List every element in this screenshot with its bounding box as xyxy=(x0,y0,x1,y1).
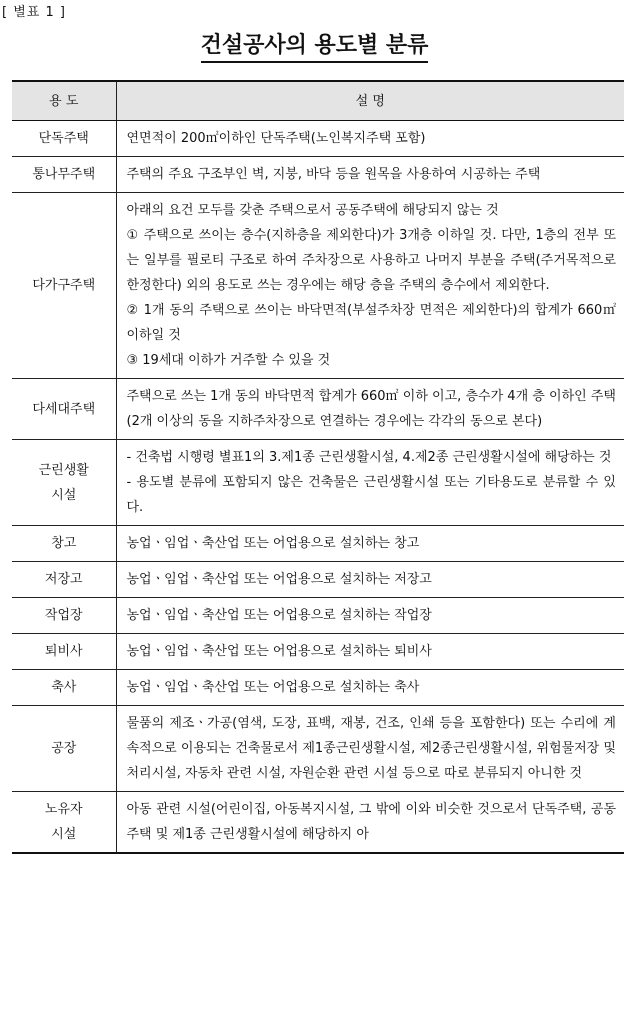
table-row xyxy=(12,634,624,670)
table-row xyxy=(12,670,624,706)
use-type-cell: 축사 xyxy=(12,670,116,706)
table-row xyxy=(12,379,624,440)
description-cell xyxy=(116,634,624,670)
table-row xyxy=(12,598,624,634)
description-text: 농업ㆍ임업ㆍ축산업 또는 어업용으로 설치하는 창고 xyxy=(126,536,420,551)
use-type-cell: 단독주택 xyxy=(12,121,116,157)
description-text: - 건축법 시행령 별표1의 3.제1종 근린생활시설, 4.제2종 근린생활시설에 해당하는 것 xyxy=(126,450,612,465)
description-text: - 용도별 분류에 포함되지 않은 건축물은 근린생활시설 또는 기타용도로 분류할 수 있다. xyxy=(126,475,616,515)
use-type-cell: 다세대주택 xyxy=(12,379,116,440)
description-text: 농업ㆍ임업ㆍ축산업 또는 어업용으로 설치하는 퇴비사 xyxy=(126,644,432,659)
column-header-use: 용 도 xyxy=(12,81,116,121)
description-cell xyxy=(116,706,624,792)
description-text: ① 주택으로 쓰이는 층수(지하층을 제외한다)가 3개층 이하일 것. 다만, 1층의 전부 또는 일부를 필로티 구조로 하여 주차장으로 사용하고 나머지 부분을 주택(주거목적으로 한정한다) 외의 용도로 쓰는 경우에는 해당 층을 주택의 층수에서 제외한다. xyxy=(126,228,616,293)
use-type-cell: 작업장 xyxy=(12,598,116,634)
page-title-text: 건설공사의 용도별 분류 xyxy=(201,28,429,63)
description-text: ② 1개 동의 주택으로 쓰이는 바닥면적(부설주차장 면적은 제외한다)의 합계가 660㎡ 이하일 것 xyxy=(126,303,616,343)
table-row xyxy=(12,792,624,854)
description-text: 연면적이 200㎡이하인 단독주택(노인복지주택 포함) xyxy=(126,131,426,146)
description-text: 농업ㆍ임업ㆍ축산업 또는 어업용으로 설치하는 작업장 xyxy=(126,608,432,623)
table-row xyxy=(12,526,624,562)
description-text: 아래의 요건 모두를 갖춘 주택으로서 공동주택에 해당되지 않는 것 xyxy=(126,203,499,218)
description-text: 농업ㆍ임업ㆍ축산업 또는 어업용으로 설치하는 축사 xyxy=(126,680,420,695)
use-type-cell: 다가구주택 xyxy=(12,193,116,379)
description-cell xyxy=(116,157,624,193)
description-cell xyxy=(116,440,624,526)
use-type-cell: 노유자 시설 xyxy=(12,792,116,854)
table-row xyxy=(12,193,624,379)
description-cell xyxy=(116,121,624,157)
description-text: 아동 관련 시설(어린이집, 아동복지시설, 그 밖에 이와 비슷한 것으로서 단독주택, 공동주택 및 제1종 근린생활시설에 해당하지 아 xyxy=(126,802,616,842)
table-row xyxy=(12,157,624,193)
description-text: 주택의 주요 구조부인 벽, 지붕, 바닥 등을 원목을 사용하여 시공하는 주택 xyxy=(126,167,541,182)
description-cell xyxy=(116,792,624,854)
use-type-cell: 저장고 xyxy=(12,562,116,598)
description-text: 물품의 제조ㆍ가공(염색, 도장, 표백, 재봉, 건조, 인쇄 등을 포함한다) 또는 수리에 계속적으로 이용되는 건축물로서 제1종근린생활시설, 제2종근린생활시설, 위험물저장 및 처리시설, 자동차 관련 시설, 자원순환 관련 시설 등으로 따로 분류되지 아니한 것 xyxy=(126,716,616,781)
table-row xyxy=(12,706,624,792)
column-header-description: 설 명 xyxy=(116,81,624,121)
use-type-cell: 공장 xyxy=(12,706,116,792)
table-row xyxy=(12,440,624,526)
table-row xyxy=(12,562,624,598)
description-cell xyxy=(116,562,624,598)
use-type-cell: 통나무주택 xyxy=(12,157,116,193)
use-type-cell: 근린생활 시설 xyxy=(12,440,116,526)
table-row xyxy=(12,121,624,157)
use-type-cell: 퇴비사 xyxy=(12,634,116,670)
description-cell xyxy=(116,379,624,440)
description-cell xyxy=(116,598,624,634)
table-header-row xyxy=(12,81,624,121)
use-type-cell: 창고 xyxy=(12,526,116,562)
description-text: 주택으로 쓰는 1개 동의 바닥면적 합계가 660㎡ 이하 이고, 층수가 4개 층 이하인 주택(2개 이상의 동을 지하주차장으로 연결하는 경우에는 각각의 동으로 본다) xyxy=(126,389,616,429)
description-cell xyxy=(116,526,624,562)
appendix-tag: [ 별표 1 ] xyxy=(2,5,66,20)
page-title xyxy=(0,28,629,63)
description-text: ③ 19세대 이하가 거주할 수 있을 것 xyxy=(126,353,331,368)
classification-table xyxy=(12,80,624,854)
description-cell xyxy=(116,670,624,706)
description-text: 농업ㆍ임업ㆍ축산업 또는 어업용으로 설치하는 저장고 xyxy=(126,572,432,587)
description-cell xyxy=(116,193,624,379)
